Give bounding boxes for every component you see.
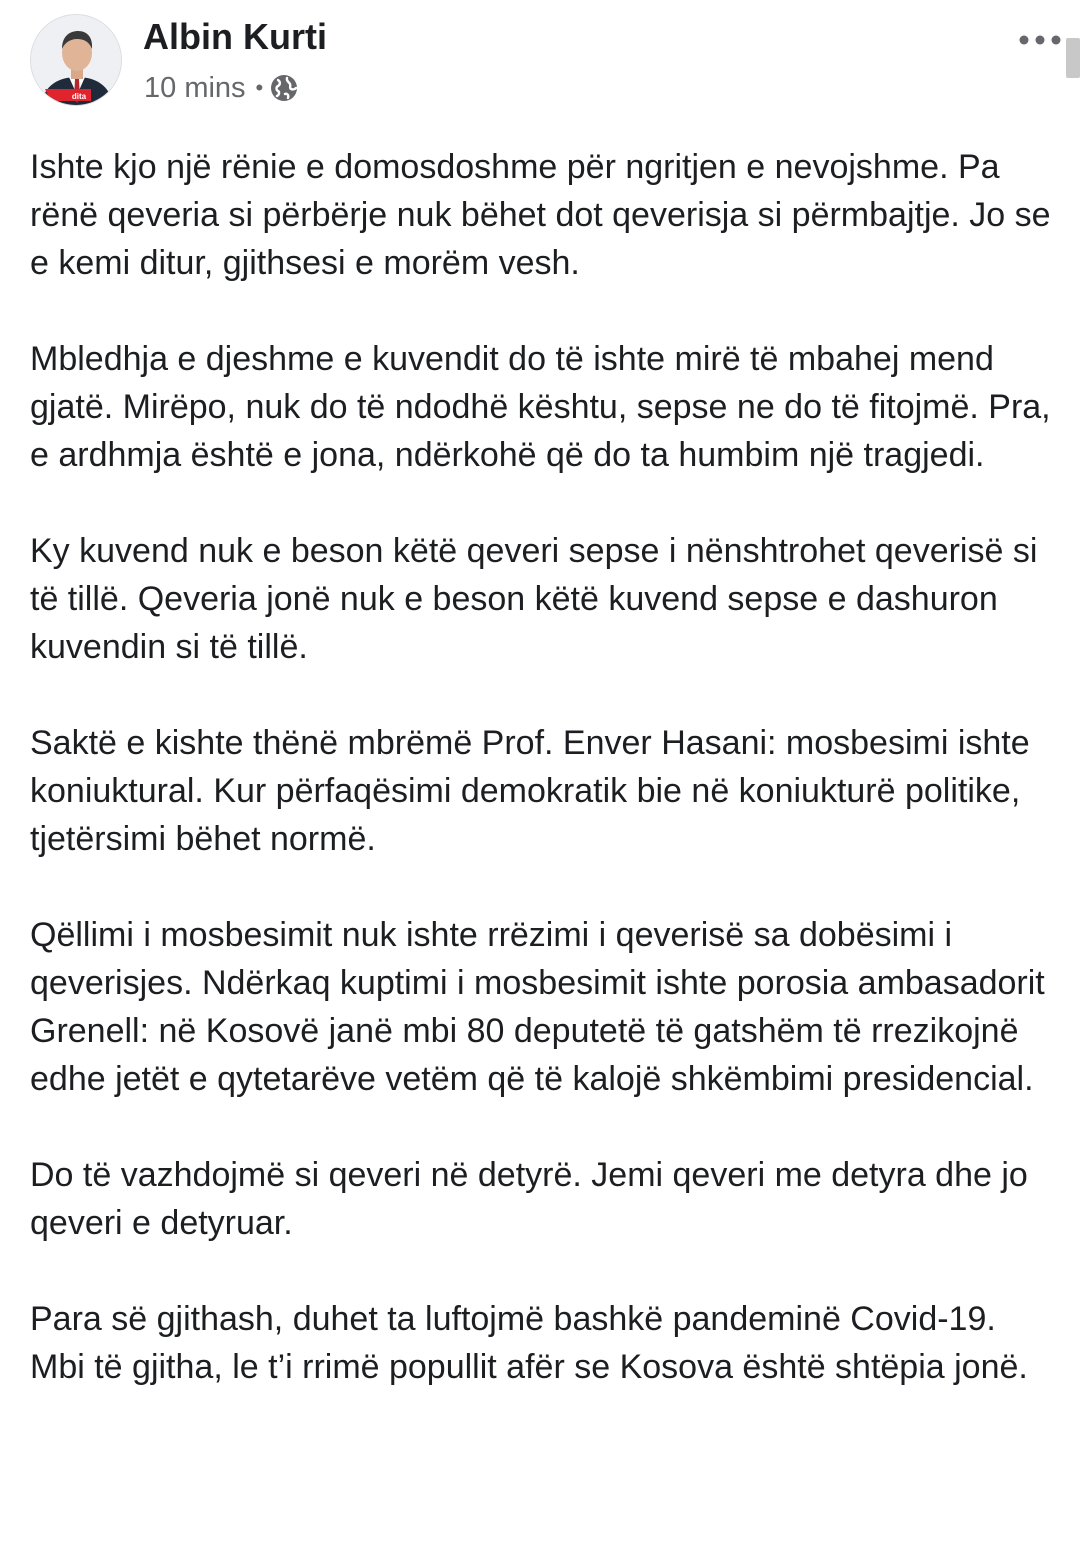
post-paragraph: Qëllimi i mosbesimit nuk ishte rrëzimi i qeverisë sa dobësimi i qeverisjes. Ndërkaq kuptimi i mosbesimit ishte porosia ambasadorit Grenell: në Kosovë janë mbi 80 deputetë të gatshëm të rrezikojnë edhe jetët e qytetarëve vetëm që të kalojë shkëmbimi presidencial. [30, 916, 1045, 1098]
avatar-image [31, 15, 122, 106]
meta-separator: • [255, 75, 264, 100]
globe-icon[interactable] [269, 73, 299, 103]
post-paragraph: Ishte kjo një rënie e domosdoshme për ngritjen e nevojshme. Pa rënë qeveria si përbërje nuk bëhet dot qeverisja si përmbajtje. Jo se e kemi ditur, gjithsesi e morëm vesh. [30, 148, 1051, 282]
author-name[interactable]: Albin Kurti [143, 16, 327, 57]
scrollbar[interactable] [1066, 38, 1080, 78]
post-header [30, 14, 1070, 114]
more-options-icon[interactable] [1010, 20, 1070, 60]
post-text [30, 143, 1060, 1391]
post-paragraph: Saktë e kishte thënë mbrëmë Prof. Enver Hasani: mosbesimi ishte koniuktural. Kur përfaqësimi demokratik bie në koniukturë politike, tjetërsimi bëhet normë. [30, 724, 1030, 858]
post-meta [144, 70, 299, 106]
post-paragraph: Para së gjithash, duhet ta luftojmë bashkë pandeminë Covid-19. Mbi të gjitha, le t’i rrimë popullit afër se Kosova është shtëpia jonë. [30, 1300, 1028, 1386]
avatar-badge-text: dita [71, 92, 87, 101]
avatar[interactable] [30, 14, 122, 106]
post-time[interactable]: 10 mins [144, 71, 246, 104]
post-paragraph: Mbledhja e djeshme e kuvendit do të ishte mirë të mbahej mend gjatë. Mirëpo, nuk do të ndodhë kështu, sepse ne do të fitojmë. Pra, e ardhmja është e jona, ndërkohë që do ta humbim një tragjedi. [30, 340, 1051, 474]
post-paragraph: Do të vazhdojmë si qeveri në detyrë. Jemi qeveri me detyra dhe jo qeveri e detyruar. [30, 1156, 1028, 1242]
post-paragraph: Ky kuvend nuk e beson këtë qeveri sepse i nënshtrohet qeverisë si të tillë. Qeveria jonë nuk e beson këtë kuvend sepse e dashuron kuvendin si të tillë. [30, 532, 1038, 666]
